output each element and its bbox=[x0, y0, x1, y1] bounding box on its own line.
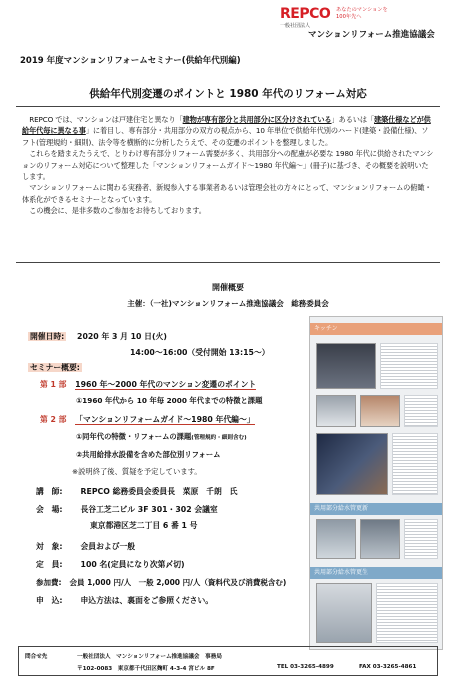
contact-address: 〒102-0083 東京都千代田区麹町 4-3-4 宮ビル 8F bbox=[77, 666, 215, 672]
intro-text bbox=[22, 114, 434, 217]
brochure-text-2 bbox=[404, 395, 438, 427]
host-line: 主催：（一社)マンションリフォーム推進協議会 総務委員会 bbox=[127, 299, 329, 308]
brochure-photo-4 bbox=[316, 519, 356, 559]
brochure-photo-3 bbox=[360, 395, 400, 427]
intro-highlight-2: 建築仕様などが供給年代毎に異なる事 bbox=[22, 115, 431, 136]
capacity-row: 定 員: 100 名(定員になり次第〆切) bbox=[36, 560, 185, 569]
seminar-label: 2019 年度マンションリフォームセミナー(供給年代別編) bbox=[20, 56, 241, 66]
brochure-bar-kitchen: キッチン bbox=[310, 323, 442, 335]
brochure-image bbox=[309, 316, 443, 650]
intro-paragraph-4: この機会に、是非多数のご参加をお待ちしております。 bbox=[29, 206, 206, 216]
brochure-photo-6 bbox=[316, 583, 372, 643]
brochure-photo-1 bbox=[316, 343, 376, 389]
part1-heading: 第 1 部 1960 年～2000 年代のマンション変遷のポイント bbox=[40, 380, 257, 389]
apply-row: 申 込: 申込方法は、裏面をご参照ください。 bbox=[36, 596, 214, 605]
logo-tagline-2: 100年先へ bbox=[336, 14, 362, 20]
date-label: 開催日時: bbox=[30, 332, 65, 341]
part2-note: ※説明終了後、質疑を予定しています。 bbox=[72, 467, 202, 476]
brochure-photo-kitchen bbox=[316, 433, 388, 495]
part2-heading: 第 2 部 「マンションリフォームガイド～1980 年代編～」 bbox=[40, 415, 255, 424]
contact-tel: TEL 03-3265-4899 bbox=[277, 664, 334, 670]
part1-item: ①1960 年代から 10 年毎 2000 年代までの特徴と課題 bbox=[76, 396, 263, 405]
brochure-text-3 bbox=[392, 433, 438, 495]
repco-logo bbox=[280, 6, 438, 40]
intro-highlight-1: 建物が専有部分と共用部分に区分けされている bbox=[182, 115, 332, 124]
part2-item-2: ②共用給排水設備を含めた部位別リフォーム bbox=[76, 450, 221, 459]
intro-paragraph-3: マンションリフォームに関わる実務者、新規参入する事業者あるいは管理会社の方々にとって、マンションリフォームの俯瞰・体系化ができるセミナーとなっています。 bbox=[22, 183, 432, 204]
part2-item-1: ①同年代の特徴・リフォームの課題(管理規約・細則含む) bbox=[76, 432, 247, 441]
contact-fax: FAX 03-3265-4861 bbox=[359, 664, 417, 670]
page-title: 供給年代別変遷のポイントと 1980 年代のリフォーム対応 bbox=[89, 88, 367, 100]
divider-top bbox=[16, 106, 440, 107]
lecturer-row: 講 師: REPCO 総務委員会委員長 菜原 千朗 氏 bbox=[36, 487, 238, 496]
contact-org: 一般社団法人 マンションリフォーム推進協議会 事務局 bbox=[77, 654, 222, 660]
venue-address: 東京都港区芝二丁目 6 番 1 号 bbox=[90, 521, 198, 530]
venue-row: 会 場: 長谷工芝二ビル 3F 301・302 会議室 bbox=[36, 505, 218, 514]
brochure-photo-5 bbox=[360, 519, 400, 559]
date-row bbox=[28, 331, 167, 342]
logo-tagline bbox=[336, 7, 388, 21]
contact-box bbox=[18, 646, 438, 676]
contact-label: 問合せ先 bbox=[25, 654, 48, 660]
date-value: 2020 年 3 月 10 日(火) bbox=[77, 332, 167, 341]
time-value: 14:00～16:00（受付開始 13:15～） bbox=[130, 348, 270, 357]
brochure-text-1 bbox=[380, 343, 438, 389]
brochure-bar-mid: 共用部分給水管更新 bbox=[310, 503, 442, 515]
target-row: 対 象: 会員および一般 bbox=[36, 542, 136, 551]
brochure-text-4 bbox=[404, 519, 438, 559]
logo-brand: REPCO bbox=[280, 6, 331, 22]
intro-paragraph-2: これらを踏まえたうえで、とりわけ専有部分リフォーム需要が多く、共用部分への配慮が必要な 1980 年代に供給されたマンションのリフォーム対応について整理した「マンションリフォームガイド～1980 年代編～」(冊子)に基づき、その概要を説明いたします。 bbox=[22, 149, 434, 182]
brochure-text-5 bbox=[376, 583, 438, 643]
logo-small: 一般社団法人 bbox=[280, 23, 311, 29]
brochure-bar-low: 共用部分給水管更生 bbox=[310, 567, 442, 579]
brochure-photo-2 bbox=[316, 395, 356, 427]
logo-org-name: マンションリフォーム推進協議会 bbox=[308, 30, 435, 40]
fee-row: 参加費: 会員 1,000 円/人 一般 2,000 円/人（資料代及び消費税含む) bbox=[36, 578, 287, 587]
divider-middle bbox=[16, 262, 440, 263]
summary-label: セミナー概要: bbox=[30, 363, 80, 372]
overview-title: 開催概要 bbox=[212, 283, 244, 292]
intro-paragraph-1: REPCO では、マンションは戸建住宅と異なり「建物が専有部分と共用部分に区分けされている」あるいは「建築仕様などが供給年代毎に異なる事」に着目し、専有部分・共用部分の双方の視点から、10 年単位で供給年代別のハード(建築・設備仕様)、ソフト(管理規約・細則)、法令等を横断的に分析したうえで、その変遷のポイントを整理しました。 bbox=[22, 115, 431, 147]
logo-tagline-1: あなたのマンションを bbox=[336, 7, 388, 13]
